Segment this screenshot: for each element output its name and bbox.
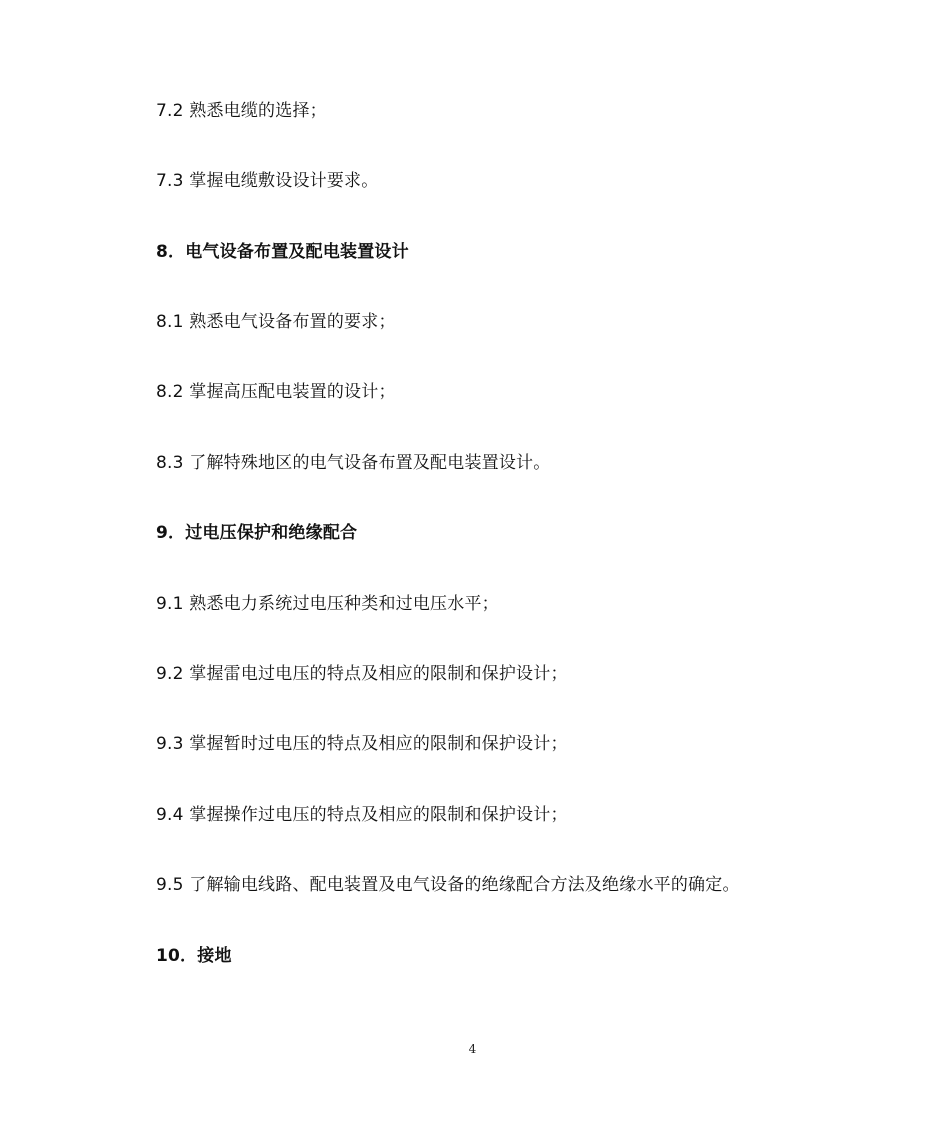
item-7-3: 7.3 掌握电缆敷设设计要求。: [156, 171, 379, 191]
page-number: 4: [468, 1042, 477, 1056]
section-heading-8: 8．电气设备布置及配电装置设计: [156, 242, 409, 262]
item-9-1: 9.1 熟悉电力系统过电压种类和过电压水平；: [156, 594, 499, 614]
item-8-1: 8.1 熟悉电气设备布置的要求；: [156, 312, 396, 332]
item-8-2: 8.2 掌握高压配电装置的设计；: [156, 382, 396, 402]
section-heading-9: 9．过电压保护和绝缘配合: [156, 523, 358, 543]
item-8-3: 8.3 了解特殊地区的电气设备布置及配电装置设计。: [156, 453, 551, 473]
item-7-2: 7.2 熟悉电缆的选择；: [156, 101, 327, 121]
item-9-2: 9.2 掌握雷电过电压的特点及相应的限制和保护设计；: [156, 664, 568, 684]
item-9-5: 9.5 了解输电线路、配电装置及电气设备的绝缘配合方法及绝缘水平的确定。: [156, 875, 740, 895]
item-9-3: 9.3 掌握暂时过电压的特点及相应的限制和保护设计；: [156, 734, 568, 754]
item-9-4: 9.4 掌握操作过电压的特点及相应的限制和保护设计；: [156, 805, 568, 825]
section-heading-10: 10．接地: [156, 946, 232, 966]
